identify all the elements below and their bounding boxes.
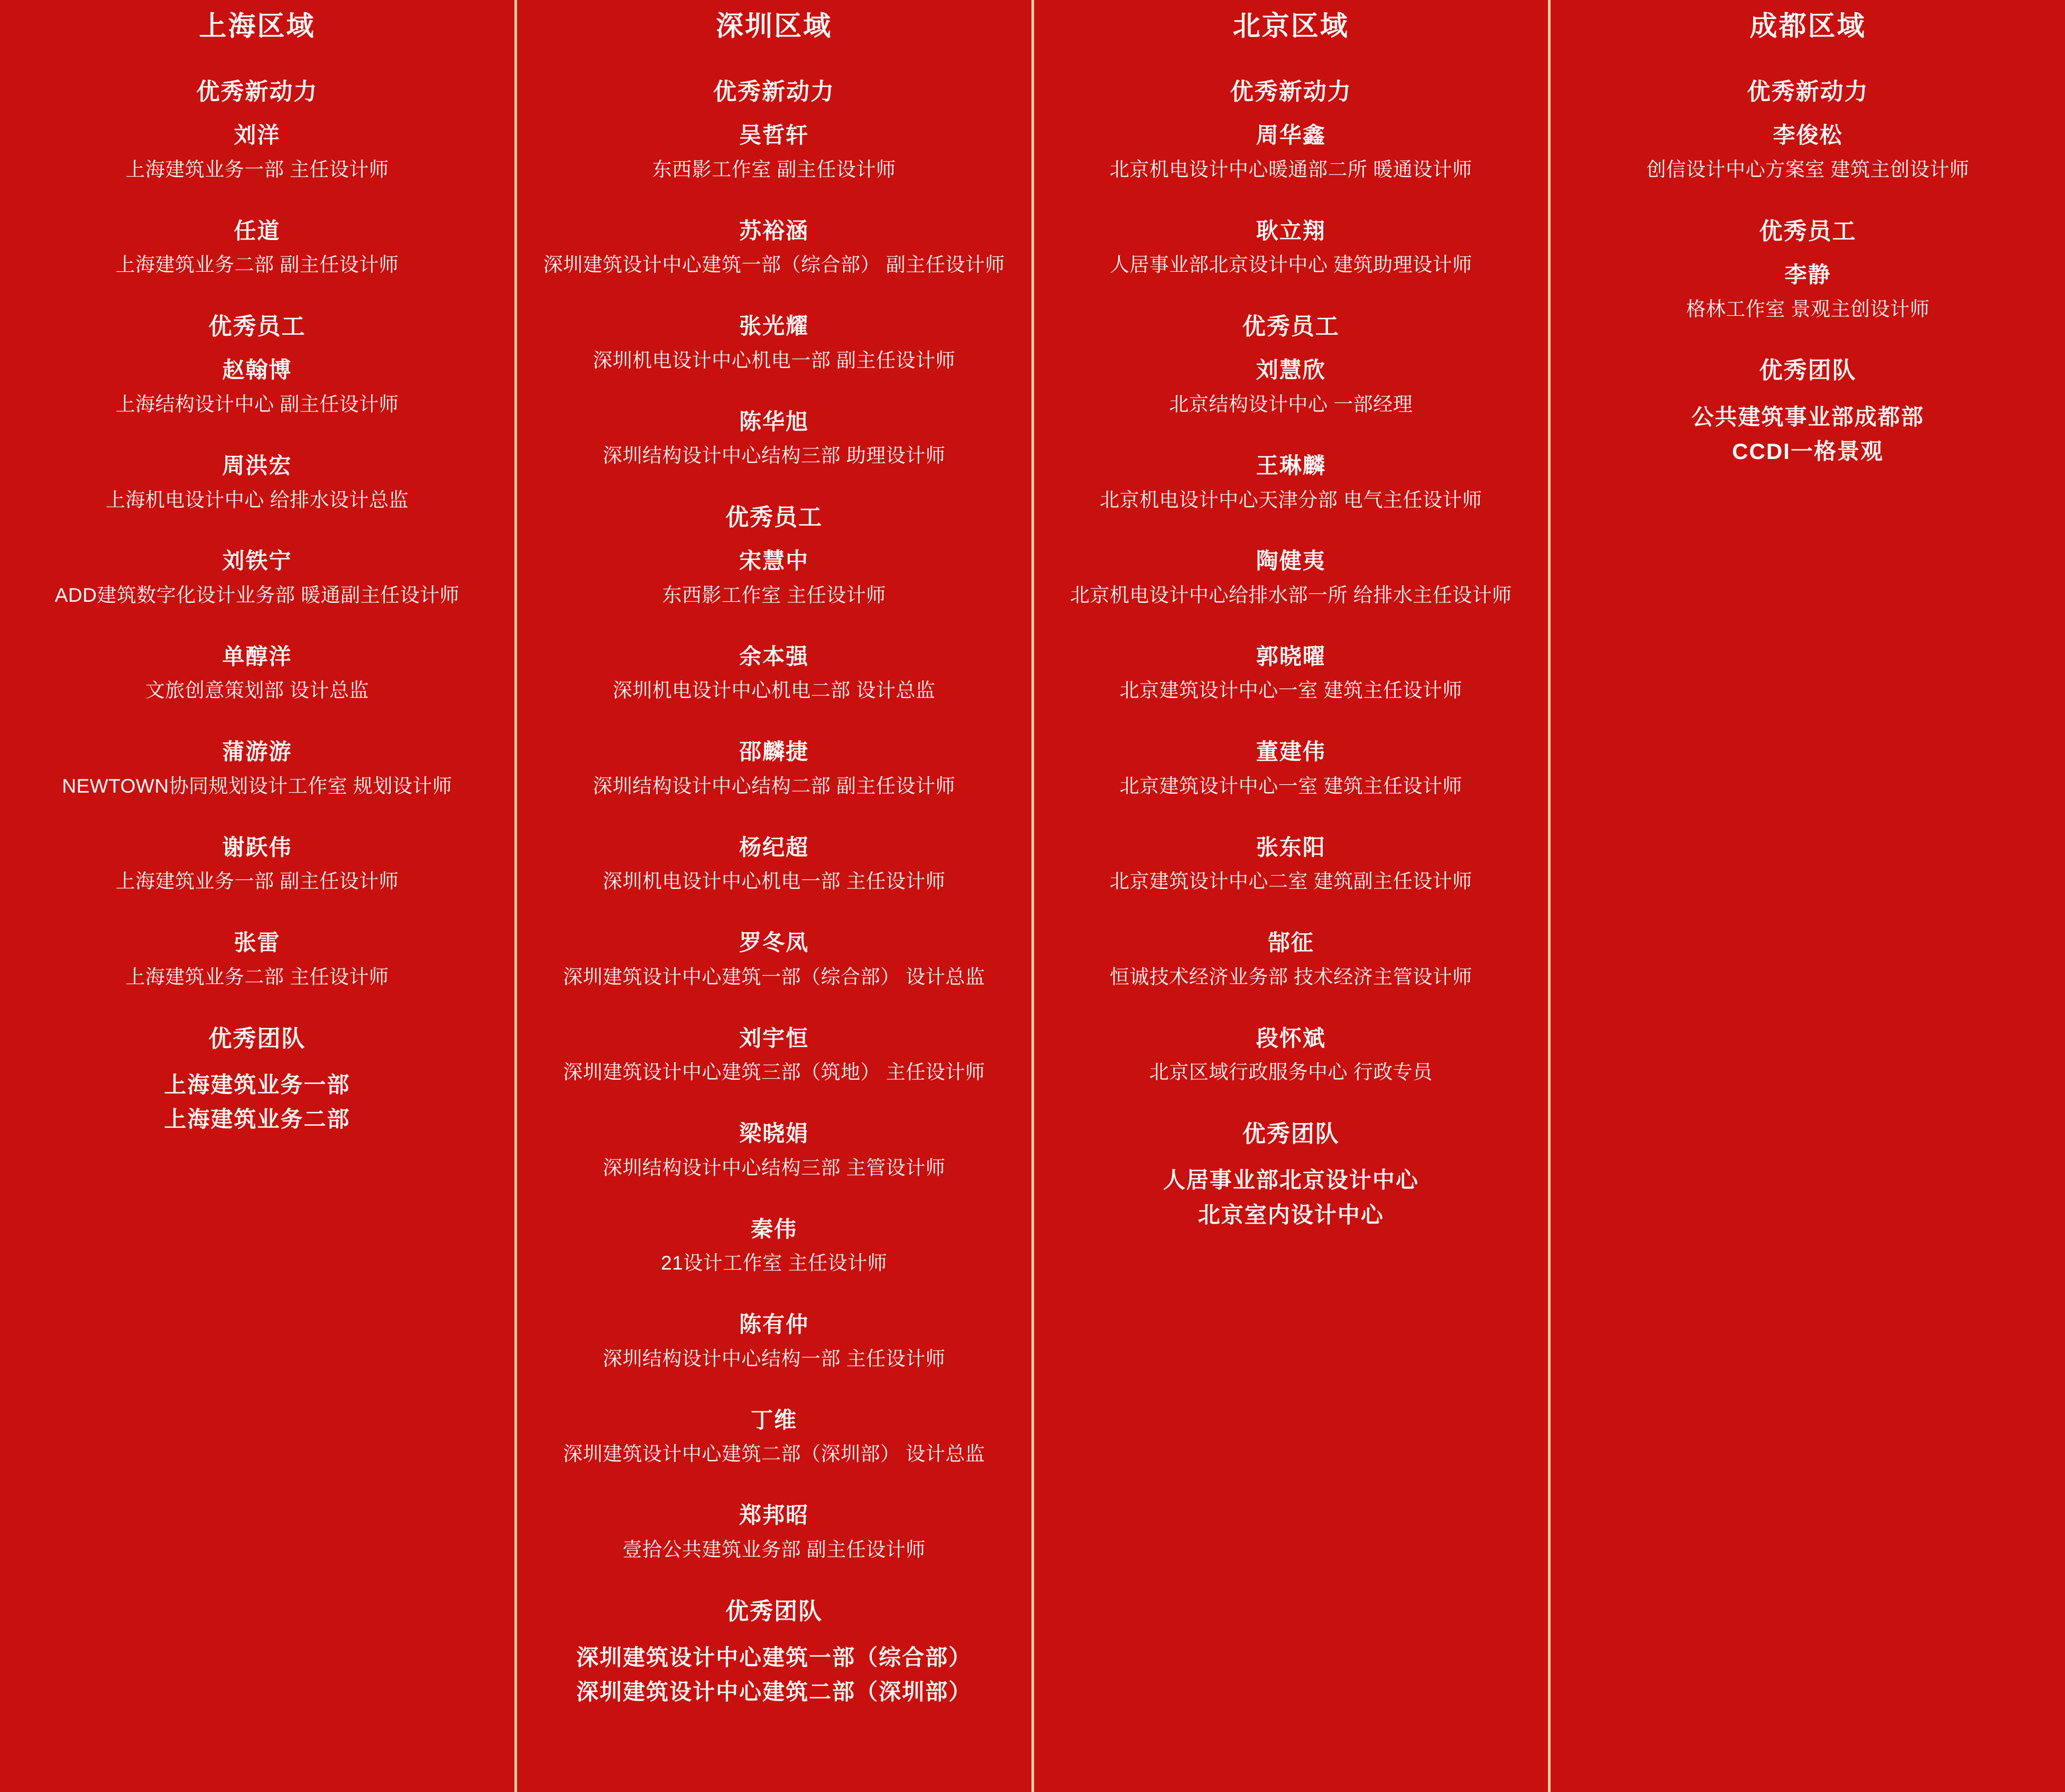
recipient-name: 周华鑫 (1256, 123, 1326, 148)
region-title: 深圳区域 (716, 11, 833, 42)
award-category-label: 优秀员工 (1242, 314, 1340, 340)
recipient-name: 丁维 (751, 1407, 798, 1432)
award-recipient (1055, 121, 1527, 183)
award-team-group (21, 1068, 493, 1136)
award-recipient (538, 546, 1010, 609)
award-recipient (1055, 216, 1527, 279)
recipient-role: 深圳建筑设计中心建筑二部（深圳部） 设计总监 (563, 1443, 985, 1465)
award-recipient (1055, 546, 1527, 609)
recipient-name: 刘铁宁 (222, 548, 292, 574)
recipient-name: 刘慧欣 (1256, 357, 1326, 383)
recipient-name: 周洪宏 (222, 453, 292, 478)
region-column (1031, 0, 1548, 1792)
award-category-label: 优秀员工 (725, 504, 823, 531)
award-recipient (538, 928, 1010, 990)
recipient-role: 北京机电设计中心给排水部一所 给排水主任设计师 (1070, 584, 1512, 606)
award-recipient (21, 546, 493, 609)
region-title: 上海区域 (199, 11, 316, 42)
recipient-name: 张东阳 (1256, 834, 1326, 860)
recipient-name: 耿立翔 (1256, 218, 1326, 243)
recipient-name: 梁晓娟 (739, 1121, 809, 1146)
award-recipient (538, 1119, 1010, 1181)
recipient-role: 上海建筑业务一部 副主任设计师 (115, 870, 399, 893)
award-recipient (21, 928, 493, 990)
award-recipient (21, 216, 493, 279)
award-recipient (21, 833, 493, 895)
recipient-role: 北京区域行政服务中心 行政专员 (1149, 1061, 1433, 1083)
recipient-name: 蒲游游 (222, 739, 292, 765)
recipient-role: 北京机电设计中心暖通部二所 暖通设计师 (1109, 158, 1472, 180)
recipient-name: 苏裕涵 (739, 218, 809, 243)
award-recipient (1055, 737, 1527, 799)
team-name: 深圳建筑设计中心建筑二部（深圳部） (576, 1679, 972, 1704)
award-recipient (1055, 355, 1527, 418)
team-name: CCDI一格景观 (1732, 438, 1884, 464)
award-recipient (538, 121, 1010, 183)
award-recipient (1055, 1024, 1527, 1086)
award-recipient (21, 355, 493, 418)
award-category-label: 优秀新动力 (196, 79, 318, 105)
recipient-role: 北京建筑设计中心一室 建筑主任设计师 (1119, 679, 1463, 702)
award-recipient (21, 642, 493, 704)
recipient-name: 谢跃伟 (222, 834, 292, 860)
recipient-role: 上海机电设计中心 给排水设计总监 (105, 489, 409, 511)
recipient-role: 深圳结构设计中心结构二部 副主任设计师 (593, 775, 956, 797)
award-recipient (21, 451, 493, 513)
recipient-name: 任道 (234, 218, 281, 243)
award-category-label: 优秀新动力 (1230, 79, 1352, 105)
award-category-label: 优秀团队 (1242, 1121, 1340, 1147)
recipient-role: 深圳结构设计中心结构三部 主管设计师 (602, 1156, 946, 1179)
recipient-name: 陈华旭 (739, 409, 809, 434)
award-team-group (1055, 1163, 1527, 1232)
team-name: 北京室内设计中心 (1197, 1202, 1384, 1227)
award-recipient (1055, 833, 1527, 895)
recipient-role: 人居事业部北京设计中心 建筑助理设计师 (1109, 254, 1472, 276)
award-recipient (538, 1405, 1010, 1468)
award-recipient (1055, 928, 1527, 990)
award-recipient (538, 737, 1010, 799)
recipient-name: 陶健夷 (1256, 548, 1326, 574)
recipient-name: 郜征 (1267, 930, 1314, 955)
recipient-name: 余本强 (739, 644, 809, 669)
recipient-role: 深圳机电设计中心机电一部 副主任设计师 (593, 349, 956, 371)
recipient-name: 刘宇恒 (739, 1025, 809, 1051)
award-team-group (538, 1640, 1010, 1709)
region-column (1548, 0, 2065, 1792)
recipient-role: ADD建筑数字化设计业务部 暖通副主任设计师 (54, 584, 460, 606)
recipient-role: 上海建筑业务二部 副主任设计师 (115, 254, 399, 276)
recipient-name: 秦伟 (751, 1216, 798, 1242)
recipient-role: 壹拾公共建筑业务部 副主任设计师 (622, 1538, 926, 1560)
recipient-role: 北京结构设计中心 一部经理 (1169, 393, 1413, 416)
team-name: 人居事业部北京设计中心 (1163, 1168, 1419, 1193)
recipient-name: 陈有仲 (739, 1312, 809, 1337)
recipient-role: 恒诚技术经济业务部 技术经济主管设计师 (1109, 966, 1472, 988)
recipient-name: 单醇洋 (222, 644, 292, 669)
recipient-role: 21设计工作室 主任设计师 (661, 1252, 888, 1274)
recipient-role: NEWTOWN协同规划设计工作室 规划设计师 (62, 775, 453, 797)
award-recipient (21, 737, 493, 799)
recipient-role: 上海建筑业务二部 主任设计师 (125, 966, 389, 988)
recipient-name: 赵翰博 (222, 357, 292, 383)
award-recipient (538, 1501, 1010, 1563)
award-category-label: 优秀团队 (1759, 357, 1857, 384)
award-category-label: 优秀团队 (208, 1025, 306, 1052)
team-name: 上海建筑业务一部 (164, 1072, 351, 1097)
recipient-name: 王琳麟 (1256, 453, 1326, 478)
recipient-role: 文旅创意策划部 设计总监 (145, 679, 370, 702)
award-category-label: 优秀团队 (725, 1598, 823, 1624)
recipient-name: 郑邦昭 (739, 1503, 809, 1528)
recipient-name: 刘洋 (234, 123, 281, 148)
recipient-name: 罗冬凤 (739, 930, 809, 955)
recipient-name: 杨纪超 (739, 834, 809, 860)
award-recipient (1572, 260, 2044, 323)
recipient-name: 邵麟捷 (739, 739, 809, 765)
award-recipient (538, 1024, 1010, 1086)
award-category-label: 优秀员工 (208, 314, 306, 340)
recipient-name: 张雷 (234, 930, 281, 955)
recipient-role: 深圳机电设计中心机电一部 主任设计师 (602, 870, 946, 893)
award-recipient (21, 121, 493, 183)
recipient-role: 创信设计中心方案室 建筑主创设计师 (1646, 158, 1970, 180)
recipient-role: 北京建筑设计中心一室 建筑主任设计师 (1119, 775, 1463, 797)
award-recipient (538, 642, 1010, 704)
award-recipient (538, 1310, 1010, 1372)
recipient-name: 张光耀 (739, 314, 809, 339)
recipient-name: 宋慧中 (739, 548, 809, 574)
recipient-role: 北京建筑设计中心二室 建筑副主任设计师 (1109, 870, 1472, 893)
recipient-role: 深圳结构设计中心结构三部 助理设计师 (602, 445, 946, 467)
recipient-role: 北京机电设计中心天津分部 电气主任设计师 (1100, 489, 1482, 511)
recipient-role: 上海结构设计中心 副主任设计师 (115, 393, 399, 416)
recipient-name: 李静 (1784, 262, 1831, 287)
award-recipient (538, 216, 1010, 279)
recipient-role: 深圳结构设计中心结构一部 主任设计师 (602, 1347, 946, 1370)
region-title: 北京区域 (1232, 11, 1349, 42)
recipient-name: 董建伟 (1256, 739, 1326, 765)
award-team-group (1572, 400, 2044, 468)
region-title: 成都区域 (1749, 11, 1866, 42)
recipient-role: 上海建筑业务一部 主任设计师 (125, 158, 389, 180)
recipient-role: 深圳机电设计中心机电二部 设计总监 (612, 679, 936, 702)
recipient-role: 深圳建筑设计中心建筑三部（筑地） 主任设计师 (563, 1061, 985, 1083)
team-name: 上海建筑业务二部 (164, 1107, 351, 1132)
team-name: 深圳建筑设计中心建筑一部（综合部） (576, 1644, 972, 1670)
award-recipient (1055, 451, 1527, 513)
recipient-role: 深圳建筑设计中心建筑一部（综合部） 副主任设计师 (543, 254, 1005, 276)
recipient-name: 李俊松 (1773, 123, 1843, 148)
recipient-role: 格林工作室 景观主创设计师 (1686, 298, 1930, 320)
recipient-name: 郭晓曜 (1256, 644, 1326, 669)
recipient-role: 深圳建筑设计中心建筑一部（综合部） 设计总监 (563, 966, 985, 988)
award-category-label: 优秀新动力 (1747, 79, 1869, 105)
recipient-name: 段怀斌 (1256, 1025, 1326, 1051)
award-recipient (538, 311, 1010, 374)
region-column (514, 0, 1031, 1792)
award-recipient (1572, 121, 2044, 183)
region-column (0, 0, 514, 1792)
team-name: 公共建筑事业部成都部 (1691, 404, 1924, 429)
award-recipient (538, 833, 1010, 895)
award-recipient (538, 1215, 1010, 1277)
recipient-name: 吴哲轩 (739, 123, 809, 148)
recipient-role: 东西影工作室 副主任设计师 (652, 158, 896, 180)
award-recipient (1055, 642, 1527, 704)
award-category-label: 优秀新动力 (713, 79, 835, 105)
recipient-role: 东西影工作室 主任设计师 (662, 584, 886, 606)
award-recipient (538, 407, 1010, 470)
award-category-label: 优秀员工 (1759, 218, 1857, 244)
